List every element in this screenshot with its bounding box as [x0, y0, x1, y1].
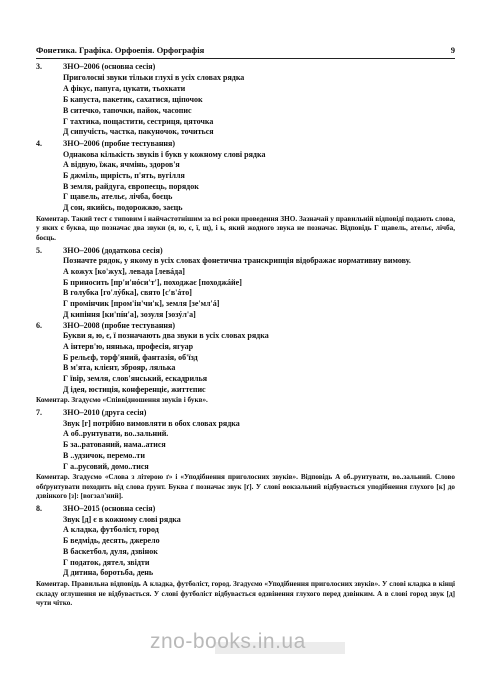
answer-option-d: Д кипіння [ки'пíн'а], зозуля [зозýл'а]: [63, 309, 196, 319]
question-source: ЗНО–2006 (додаткова сесія): [63, 245, 163, 255]
question-6: [36, 321, 455, 407]
answer-option-b: Б рельєф, торф'яний, фантазія, об'їзд: [63, 352, 198, 362]
question-number: 6.: [36, 320, 42, 330]
question-5: [36, 246, 455, 321]
answer-option-g: Г а..русовий, домо..тися: [63, 461, 149, 471]
question-comment: Коментар. Згадуємо «Слова з літерою ґ» і «Уподібнення приголосних звуків». Відповідь А об..рунтувати, во..зальний. Слово обґрунтувати походить від слова ґрунт. Буква ґ позначає звук [ґ]. У слові вокзальний відбувається уподібнення глухого [к] до дзвінкого [з]: [вогзал'ний].: [36, 473, 455, 501]
question-3: [36, 62, 455, 138]
answer-option-a: А відвую, їжак, ячмінь, здоров'я: [63, 160, 180, 170]
answer-option-d: Д дитина, боротьба, день: [63, 568, 154, 578]
question-head: [36, 62, 455, 73]
answer-option-g: Г ївір, земля, слов'янський, ескадрилья: [63, 374, 208, 384]
answer-option-d: Д сон, якийсь, подорожжю, заєць: [63, 203, 183, 213]
question-stem: Приголосні звуки тільки глухі в усіх словах рядка: [63, 72, 245, 82]
question-8: [36, 504, 455, 609]
page-number: 9: [450, 45, 455, 55]
page-header: [36, 44, 455, 59]
answer-option-v: В м'ята, клієнт, зброяр, лялька: [63, 363, 176, 373]
question-source: ЗНО–2010 (друга сесія): [63, 408, 147, 418]
answer-option-g: Г податок, дятел, звідти: [63, 557, 150, 567]
question-number: 4.: [36, 138, 42, 148]
section-title: Фонетика. Графіка. Орфоепія. Орфографія: [36, 45, 205, 55]
answer-option-v: В голубка [го'лýбка], свято [с'в'áто]: [63, 288, 192, 298]
question-number: 7.: [36, 408, 42, 418]
question-4: [36, 139, 455, 244]
question-stem: Позначте рядок, у якому в усіх словах фонетична транскрипція відображає нормативну вимову.: [63, 256, 411, 266]
answer-option-d: Д сипучість, частка, пакуночок, точиться: [63, 127, 214, 137]
answer-option-b: Б ведмідь, десять, джерело: [63, 536, 160, 546]
question-source: ЗНО–2015 (основна сесія): [63, 504, 156, 514]
question-comment: Коментар. Такий тест є типовим і найчастотнішим за всі роки проведення ЗНО. Зазначай у правильній відповіді подають слова, у яких є буква, що позначає два звуки (я, ю, є, ї, щ), і ь, який жодного звука не позначає. Відповідь Г щавель, ательє, лічба, боєць.: [36, 214, 455, 243]
question-source: ЗНО–2008 (пробне тестування): [63, 320, 176, 330]
answer-option-a: А інтерв'ю, нянька, професія, ягуар: [63, 341, 194, 351]
question-stem: Букви я, ю, є, ї позначають два звуки в усіх словах рядка: [63, 331, 269, 341]
answer-option-b: Б приносить [пр'и'нóси'т'], походжає [походжáйе]: [63, 277, 242, 287]
answer-option-a: А кожух [ко'жух], левада [левáда]: [63, 267, 185, 277]
question-head: [36, 139, 455, 150]
question-source: ЗНО–2006 (пробне тестування): [63, 138, 176, 148]
question-head: [36, 246, 455, 257]
answer-option-a: А фікус, папуга, цукати, тьохкати: [63, 84, 186, 94]
answer-option-a: А кладка, футболіст, город: [63, 525, 159, 535]
answer-option-v: В земля, райдуга, європеєць, порядок: [63, 181, 199, 191]
question-comment: Коментар. Згадуємо «Співвідношення звуків і букв».: [36, 396, 208, 405]
question-stem: Однакова кількість звуків і букв у кожному слові рядка: [63, 149, 266, 159]
answer-option-b: Б капуста, пакетик, сахатися, щіпочок: [63, 95, 203, 105]
question-source: ЗНО–2006 (основна сесія): [63, 62, 156, 71]
answer-option-g: Г щавель, ательє, лічба, боєць: [63, 192, 173, 202]
answer-option-a: А об..рунтувати, во..зальний.: [63, 429, 169, 439]
question-head: [36, 321, 455, 332]
site-watermark: zno-books.in.ua: [150, 630, 306, 653]
question-stem: Звук [г] потрібно вимовляти в обох словах рядка: [63, 418, 240, 428]
answer-option-g: Г промінчик [пром'ін'чи'к], земля [зе'мл'á]: [63, 299, 220, 309]
question-7: [36, 408, 455, 502]
content: [36, 62, 455, 611]
question-head: [36, 408, 455, 419]
answer-option-b: Б за..ратований, нама..атися: [63, 440, 166, 450]
question-comment: Коментар. Правильна відповідь А кладка, футболіст, город. Згадуємо «Уподібнення приголосних звуків». У слові кладка в кінці складу оглушення не відбувається. У слові футболіст відбувається одзвінення глухого перед дзвінким. А в слові город звук [д] чути чітко.: [36, 579, 455, 608]
question-number: 3.: [36, 62, 42, 71]
question-number: 5.: [36, 245, 42, 255]
answer-option-v: В ситечко, тапочки, пайок, часопис: [63, 105, 192, 115]
answer-option-d: Д ідея, юстиція, конференціє, життєпис: [63, 384, 206, 394]
answer-option-g: Г тахтика, пощастити, сестриця, цяточка: [63, 116, 214, 126]
question-number: 8.: [36, 504, 42, 514]
answer-option-b: Б джміль, щирість, п'ять, вугілля: [63, 171, 185, 181]
answer-option-v: В ..удзичок, перемо..ти: [63, 450, 145, 460]
question-head: [36, 504, 455, 515]
question-stem: Звук [д] є в кожному слові рядка: [63, 514, 181, 524]
answer-option-v: В баскетбол, дуля, дзвінок: [63, 546, 158, 556]
